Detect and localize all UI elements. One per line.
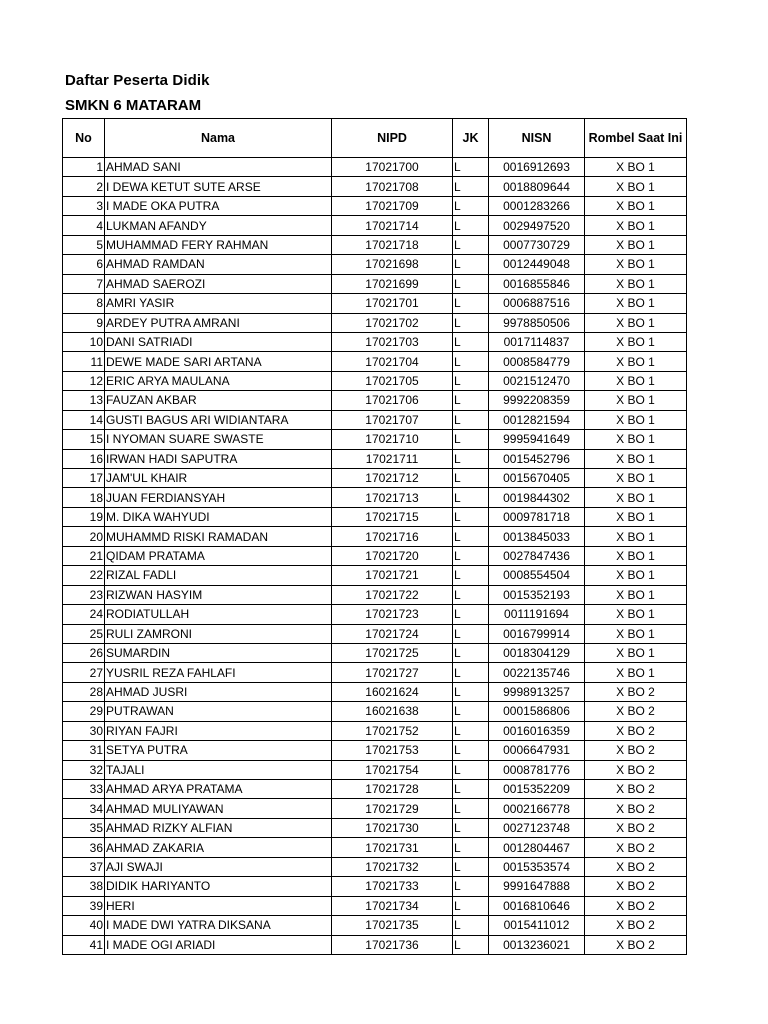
cell-rombel: X BO 1 <box>585 196 687 215</box>
cell-nama: SUMARDIN <box>105 643 332 662</box>
cell-rombel: X BO 2 <box>585 877 687 896</box>
cell-no: 2 <box>63 177 105 196</box>
table-row <box>63 682 687 701</box>
cell-no: 11 <box>63 352 105 371</box>
cell-jk: L <box>453 332 489 351</box>
cell-nipd: 17021711 <box>332 449 453 468</box>
cell-jk: L <box>453 449 489 468</box>
cell-no: 15 <box>63 430 105 449</box>
cell-no: 34 <box>63 799 105 818</box>
cell-no: 37 <box>63 857 105 876</box>
cell-jk: L <box>453 605 489 624</box>
cell-jk: L <box>453 313 489 332</box>
cell-rombel: X BO 1 <box>585 410 687 429</box>
cell-nipd: 17021703 <box>332 332 453 351</box>
cell-rombel: X BO 1 <box>585 430 687 449</box>
cell-jk: L <box>453 799 489 818</box>
cell-nisn: 9995941649 <box>489 430 585 449</box>
cell-nama: QIDAM PRATAMA <box>105 546 332 565</box>
cell-jk: L <box>453 158 489 177</box>
column-header-nisn: NISN <box>489 119 585 158</box>
cell-jk: L <box>453 682 489 701</box>
cell-rombel: X BO 1 <box>585 643 687 662</box>
cell-nisn: 9998913257 <box>489 682 585 701</box>
cell-nama: AHMAD ARYA PRATAMA <box>105 780 332 799</box>
cell-nisn: 9978850506 <box>489 313 585 332</box>
cell-nipd: 17021699 <box>332 274 453 293</box>
cell-nama: DIDIK HARIYANTO <box>105 877 332 896</box>
cell-rombel: X BO 2 <box>585 721 687 740</box>
cell-nipd: 17021728 <box>332 780 453 799</box>
cell-no: 10 <box>63 332 105 351</box>
cell-nipd: 17021734 <box>332 896 453 915</box>
cell-nipd: 17021721 <box>332 566 453 585</box>
cell-nipd: 17021698 <box>332 255 453 274</box>
cell-rombel: X BO 2 <box>585 702 687 721</box>
table-row <box>63 371 687 390</box>
table-row <box>63 721 687 740</box>
cell-nama: AHMAD SANI <box>105 158 332 177</box>
table-row <box>63 916 687 935</box>
cell-nisn: 0027847436 <box>489 546 585 565</box>
cell-no: 12 <box>63 371 105 390</box>
table-row <box>63 838 687 857</box>
cell-nisn: 0006647931 <box>489 741 585 760</box>
cell-nama: GUSTI BAGUS ARI WIDIANTARA <box>105 410 332 429</box>
cell-nama: AJI SWAJI <box>105 857 332 876</box>
table-row <box>63 643 687 662</box>
cell-nama: RIZWAN HASYIM <box>105 585 332 604</box>
cell-no: 20 <box>63 527 105 546</box>
cell-nama: ERIC ARYA MAULANA <box>105 371 332 390</box>
cell-nipd: 17021705 <box>332 371 453 390</box>
cell-jk: L <box>453 488 489 507</box>
table-row <box>63 818 687 837</box>
cell-jk: L <box>453 624 489 643</box>
cell-nipd: 17021720 <box>332 546 453 565</box>
cell-nisn: 0015352209 <box>489 780 585 799</box>
cell-nama: FAUZAN AKBAR <box>105 391 332 410</box>
table-row <box>63 624 687 643</box>
cell-nipd: 17021710 <box>332 430 453 449</box>
cell-no: 17 <box>63 469 105 488</box>
cell-nipd: 17021754 <box>332 760 453 779</box>
cell-rombel: X BO 2 <box>585 682 687 701</box>
cell-nama: I NYOMAN SUARE SWASTE <box>105 430 332 449</box>
table-row <box>63 177 687 196</box>
cell-rombel: X BO 1 <box>585 546 687 565</box>
cell-jk: L <box>453 643 489 662</box>
cell-nipd: 16021624 <box>332 682 453 701</box>
cell-nisn: 0007730729 <box>489 235 585 254</box>
cell-rombel: X BO 2 <box>585 818 687 837</box>
cell-no: 39 <box>63 896 105 915</box>
cell-nama: MUHAMMAD FERY RAHMAN <box>105 235 332 254</box>
cell-nisn: 0001586806 <box>489 702 585 721</box>
cell-nisn: 0012804467 <box>489 838 585 857</box>
cell-nama: AHMAD MULIYAWAN <box>105 799 332 818</box>
column-header-nama: Nama <box>105 119 332 158</box>
cell-nama: MUHAMMD RISKI RAMADAN <box>105 527 332 546</box>
cell-no: 7 <box>63 274 105 293</box>
cell-rombel: X BO 2 <box>585 838 687 857</box>
cell-nisn: 0016912693 <box>489 158 585 177</box>
cell-no: 26 <box>63 643 105 662</box>
cell-nipd: 17021724 <box>332 624 453 643</box>
cell-nisn: 0015452796 <box>489 449 585 468</box>
cell-no: 14 <box>63 410 105 429</box>
cell-jk: L <box>453 216 489 235</box>
cell-rombel: X BO 1 <box>585 158 687 177</box>
cell-no: 6 <box>63 255 105 274</box>
table-row <box>63 566 687 585</box>
cell-nisn: 0002166778 <box>489 799 585 818</box>
cell-rombel: X BO 1 <box>585 216 687 235</box>
cell-nama: PUTRAWAN <box>105 702 332 721</box>
cell-nama: I MADE OGI ARIADI <box>105 935 332 954</box>
cell-rombel: X BO 1 <box>585 313 687 332</box>
table-row <box>63 896 687 915</box>
cell-rombel: X BO 1 <box>585 332 687 351</box>
cell-rombel: X BO 1 <box>585 177 687 196</box>
cell-nama: TAJALI <box>105 760 332 779</box>
cell-nipd: 17021700 <box>332 158 453 177</box>
table-row <box>63 274 687 293</box>
table-row <box>63 546 687 565</box>
cell-no: 31 <box>63 741 105 760</box>
cell-no: 41 <box>63 935 105 954</box>
cell-nisn: 0015411012 <box>489 916 585 935</box>
cell-rombel: X BO 1 <box>585 527 687 546</box>
cell-no: 25 <box>63 624 105 643</box>
cell-jk: L <box>453 410 489 429</box>
column-header-jk: JK <box>453 119 489 158</box>
cell-nisn: 0008584779 <box>489 352 585 371</box>
cell-jk: L <box>453 546 489 565</box>
cell-rombel: X BO 1 <box>585 585 687 604</box>
cell-jk: L <box>453 818 489 837</box>
cell-no: 27 <box>63 663 105 682</box>
cell-rombel: X BO 1 <box>585 449 687 468</box>
cell-nipd: 17021716 <box>332 527 453 546</box>
cell-no: 4 <box>63 216 105 235</box>
cell-no: 36 <box>63 838 105 857</box>
cell-nipd: 17021714 <box>332 216 453 235</box>
column-header-rombel: Rombel Saat Ini <box>585 119 687 158</box>
cell-nisn: 0016855846 <box>489 274 585 293</box>
table-row <box>63 196 687 215</box>
table-row <box>63 469 687 488</box>
cell-jk: L <box>453 469 489 488</box>
cell-rombel: X BO 1 <box>585 255 687 274</box>
cell-no: 9 <box>63 313 105 332</box>
cell-jk: L <box>453 430 489 449</box>
cell-no: 24 <box>63 605 105 624</box>
cell-jk: L <box>453 838 489 857</box>
cell-nipd: 17021713 <box>332 488 453 507</box>
cell-nisn: 0027123748 <box>489 818 585 837</box>
cell-rombel: X BO 2 <box>585 916 687 935</box>
cell-nisn: 0018304129 <box>489 643 585 662</box>
table-row <box>63 702 687 721</box>
cell-nisn: 0015352193 <box>489 585 585 604</box>
cell-jk: L <box>453 566 489 585</box>
cell-nipd: 17021725 <box>332 643 453 662</box>
cell-nama: DANI SATRIADI <box>105 332 332 351</box>
table-row <box>63 760 687 779</box>
cell-nama: DEWE MADE SARI ARTANA <box>105 352 332 371</box>
cell-jk: L <box>453 741 489 760</box>
cell-nisn: 0016799914 <box>489 624 585 643</box>
table-row <box>63 857 687 876</box>
cell-jk: L <box>453 391 489 410</box>
cell-nama: AHMAD RAMDAN <box>105 255 332 274</box>
cell-nipd: 17021707 <box>332 410 453 429</box>
table-row <box>63 158 687 177</box>
cell-nipd: 17021727 <box>332 663 453 682</box>
cell-nipd: 17021709 <box>332 196 453 215</box>
cell-nama: RULI ZAMRONI <box>105 624 332 643</box>
cell-rombel: X BO 1 <box>585 469 687 488</box>
cell-nipd: 17021712 <box>332 469 453 488</box>
cell-no: 8 <box>63 294 105 313</box>
table-body <box>63 158 687 955</box>
cell-jk: L <box>453 760 489 779</box>
cell-nipd: 17021753 <box>332 741 453 760</box>
cell-nisn: 0009781718 <box>489 507 585 526</box>
cell-nama: AMRI YASIR <box>105 294 332 313</box>
cell-nama: YUSRIL REZA FAHLAFI <box>105 663 332 682</box>
document-title: Daftar Peserta Didik <box>65 72 210 89</box>
cell-nama: AHMAD ZAKARIA <box>105 838 332 857</box>
cell-nama: I MADE OKA PUTRA <box>105 196 332 215</box>
cell-nisn: 0011191694 <box>489 605 585 624</box>
cell-no: 13 <box>63 391 105 410</box>
table-header-row <box>63 119 687 158</box>
cell-nisn: 0019844302 <box>489 488 585 507</box>
table-row <box>63 294 687 313</box>
cell-nama: I DEWA KETUT SUTE ARSE <box>105 177 332 196</box>
cell-nisn: 0006887516 <box>489 294 585 313</box>
table-row <box>63 780 687 799</box>
cell-no: 19 <box>63 507 105 526</box>
table-row <box>63 255 687 274</box>
table-row <box>63 313 687 332</box>
cell-jk: L <box>453 294 489 313</box>
table-row <box>63 352 687 371</box>
cell-nisn: 0015353574 <box>489 857 585 876</box>
table-row <box>63 216 687 235</box>
cell-nama: HERI <box>105 896 332 915</box>
cell-nipd: 16021638 <box>332 702 453 721</box>
cell-nipd: 17021735 <box>332 916 453 935</box>
cell-no: 33 <box>63 780 105 799</box>
cell-jk: L <box>453 857 489 876</box>
cell-rombel: X BO 2 <box>585 780 687 799</box>
cell-nipd: 17021715 <box>332 507 453 526</box>
cell-no: 40 <box>63 916 105 935</box>
table-row <box>63 799 687 818</box>
cell-jk: L <box>453 916 489 935</box>
table-row <box>63 585 687 604</box>
table-row <box>63 605 687 624</box>
column-header-no: No <box>63 119 105 158</box>
cell-nisn: 0012821594 <box>489 410 585 429</box>
cell-nisn: 0012449048 <box>489 255 585 274</box>
cell-nipd: 17021704 <box>332 352 453 371</box>
school-name: SMKN 6 MATARAM <box>65 97 202 114</box>
cell-nama: I MADE DWI YATRA DIKSANA <box>105 916 332 935</box>
cell-no: 18 <box>63 488 105 507</box>
cell-nisn: 0013236021 <box>489 935 585 954</box>
cell-no: 29 <box>63 702 105 721</box>
cell-nipd: 17021731 <box>332 838 453 857</box>
cell-nama: JAM'UL KHAIR <box>105 469 332 488</box>
cell-rombel: X BO 2 <box>585 896 687 915</box>
cell-rombel: X BO 1 <box>585 352 687 371</box>
cell-nisn: 0001283266 <box>489 196 585 215</box>
cell-nipd: 17021732 <box>332 857 453 876</box>
cell-jk: L <box>453 663 489 682</box>
cell-no: 1 <box>63 158 105 177</box>
table-row <box>63 391 687 410</box>
cell-no: 22 <box>63 566 105 585</box>
cell-nisn: 0018809644 <box>489 177 585 196</box>
cell-rombel: X BO 1 <box>585 624 687 643</box>
cell-rombel: X BO 1 <box>585 663 687 682</box>
table-row <box>63 449 687 468</box>
cell-jk: L <box>453 721 489 740</box>
cell-nisn: 0008781776 <box>489 760 585 779</box>
cell-rombel: X BO 2 <box>585 760 687 779</box>
table-row <box>63 488 687 507</box>
cell-jk: L <box>453 507 489 526</box>
cell-rombel: X BO 2 <box>585 935 687 954</box>
cell-nipd: 17021702 <box>332 313 453 332</box>
cell-jk: L <box>453 371 489 390</box>
cell-nama: AHMAD RIZKY ALFIAN <box>105 818 332 837</box>
cell-jk: L <box>453 235 489 254</box>
table-row <box>63 935 687 954</box>
cell-nipd: 17021708 <box>332 177 453 196</box>
cell-nama: RIYAN FAJRI <box>105 721 332 740</box>
cell-nipd: 17021723 <box>332 605 453 624</box>
cell-nisn: 0016016359 <box>489 721 585 740</box>
cell-nama: IRWAN HADI SAPUTRA <box>105 449 332 468</box>
cell-jk: L <box>453 877 489 896</box>
cell-rombel: X BO 1 <box>585 371 687 390</box>
cell-rombel: X BO 1 <box>585 488 687 507</box>
cell-nipd: 17021752 <box>332 721 453 740</box>
cell-jk: L <box>453 177 489 196</box>
cell-no: 38 <box>63 877 105 896</box>
cell-jk: L <box>453 196 489 215</box>
cell-rombel: X BO 1 <box>585 605 687 624</box>
cell-nama: ARDEY PUTRA AMRANI <box>105 313 332 332</box>
cell-nisn: 0015670405 <box>489 469 585 488</box>
cell-nama: M. DIKA WAHYUDI <box>105 507 332 526</box>
cell-nisn: 0013845033 <box>489 527 585 546</box>
cell-rombel: X BO 1 <box>585 235 687 254</box>
cell-nipd: 17021729 <box>332 799 453 818</box>
cell-nama: LUKMAN AFANDY <box>105 216 332 235</box>
cell-nisn: 9992208359 <box>489 391 585 410</box>
cell-no: 35 <box>63 818 105 837</box>
table-row <box>63 430 687 449</box>
student-table <box>62 118 687 955</box>
cell-nama: AHMAD SAEROZI <box>105 274 332 293</box>
cell-rombel: X BO 1 <box>585 507 687 526</box>
table-row <box>63 663 687 682</box>
cell-nisn: 0029497520 <box>489 216 585 235</box>
cell-jk: L <box>453 255 489 274</box>
cell-nisn: 0021512470 <box>489 371 585 390</box>
cell-jk: L <box>453 935 489 954</box>
cell-no: 3 <box>63 196 105 215</box>
cell-nama: JUAN FERDIANSYAH <box>105 488 332 507</box>
cell-rombel: X BO 1 <box>585 391 687 410</box>
cell-jk: L <box>453 780 489 799</box>
cell-rombel: X BO 2 <box>585 857 687 876</box>
cell-no: 5 <box>63 235 105 254</box>
table-row <box>63 332 687 351</box>
cell-jk: L <box>453 274 489 293</box>
cell-nipd: 17021718 <box>332 235 453 254</box>
cell-no: 23 <box>63 585 105 604</box>
cell-nipd: 17021706 <box>332 391 453 410</box>
cell-rombel: X BO 1 <box>585 294 687 313</box>
table-row <box>63 741 687 760</box>
cell-nipd: 17021733 <box>332 877 453 896</box>
cell-jk: L <box>453 702 489 721</box>
column-header-nipd: NIPD <box>332 119 453 158</box>
table-row <box>63 235 687 254</box>
table-row <box>63 877 687 896</box>
cell-jk: L <box>453 527 489 546</box>
table-row <box>63 527 687 546</box>
cell-no: 21 <box>63 546 105 565</box>
cell-rombel: X BO 1 <box>585 566 687 585</box>
table-row <box>63 410 687 429</box>
cell-nipd: 17021730 <box>332 818 453 837</box>
cell-jk: L <box>453 896 489 915</box>
cell-rombel: X BO 2 <box>585 741 687 760</box>
cell-nama: RODIATULLAH <box>105 605 332 624</box>
cell-rombel: X BO 1 <box>585 274 687 293</box>
cell-jk: L <box>453 352 489 371</box>
cell-nisn: 0017114837 <box>489 332 585 351</box>
cell-nipd: 17021736 <box>332 935 453 954</box>
cell-nisn: 0008554504 <box>489 566 585 585</box>
cell-nama: SETYA PUTRA <box>105 741 332 760</box>
cell-nisn: 0016810646 <box>489 896 585 915</box>
cell-rombel: X BO 2 <box>585 799 687 818</box>
cell-nisn: 0022135746 <box>489 663 585 682</box>
cell-no: 28 <box>63 682 105 701</box>
cell-nipd: 17021722 <box>332 585 453 604</box>
cell-no: 16 <box>63 449 105 468</box>
table-row <box>63 507 687 526</box>
cell-nama: RIZAL FADLI <box>105 566 332 585</box>
cell-no: 32 <box>63 760 105 779</box>
cell-no: 30 <box>63 721 105 740</box>
cell-jk: L <box>453 585 489 604</box>
cell-nisn: 9991647888 <box>489 877 585 896</box>
cell-nipd: 17021701 <box>332 294 453 313</box>
cell-nama: AHMAD JUSRI <box>105 682 332 701</box>
